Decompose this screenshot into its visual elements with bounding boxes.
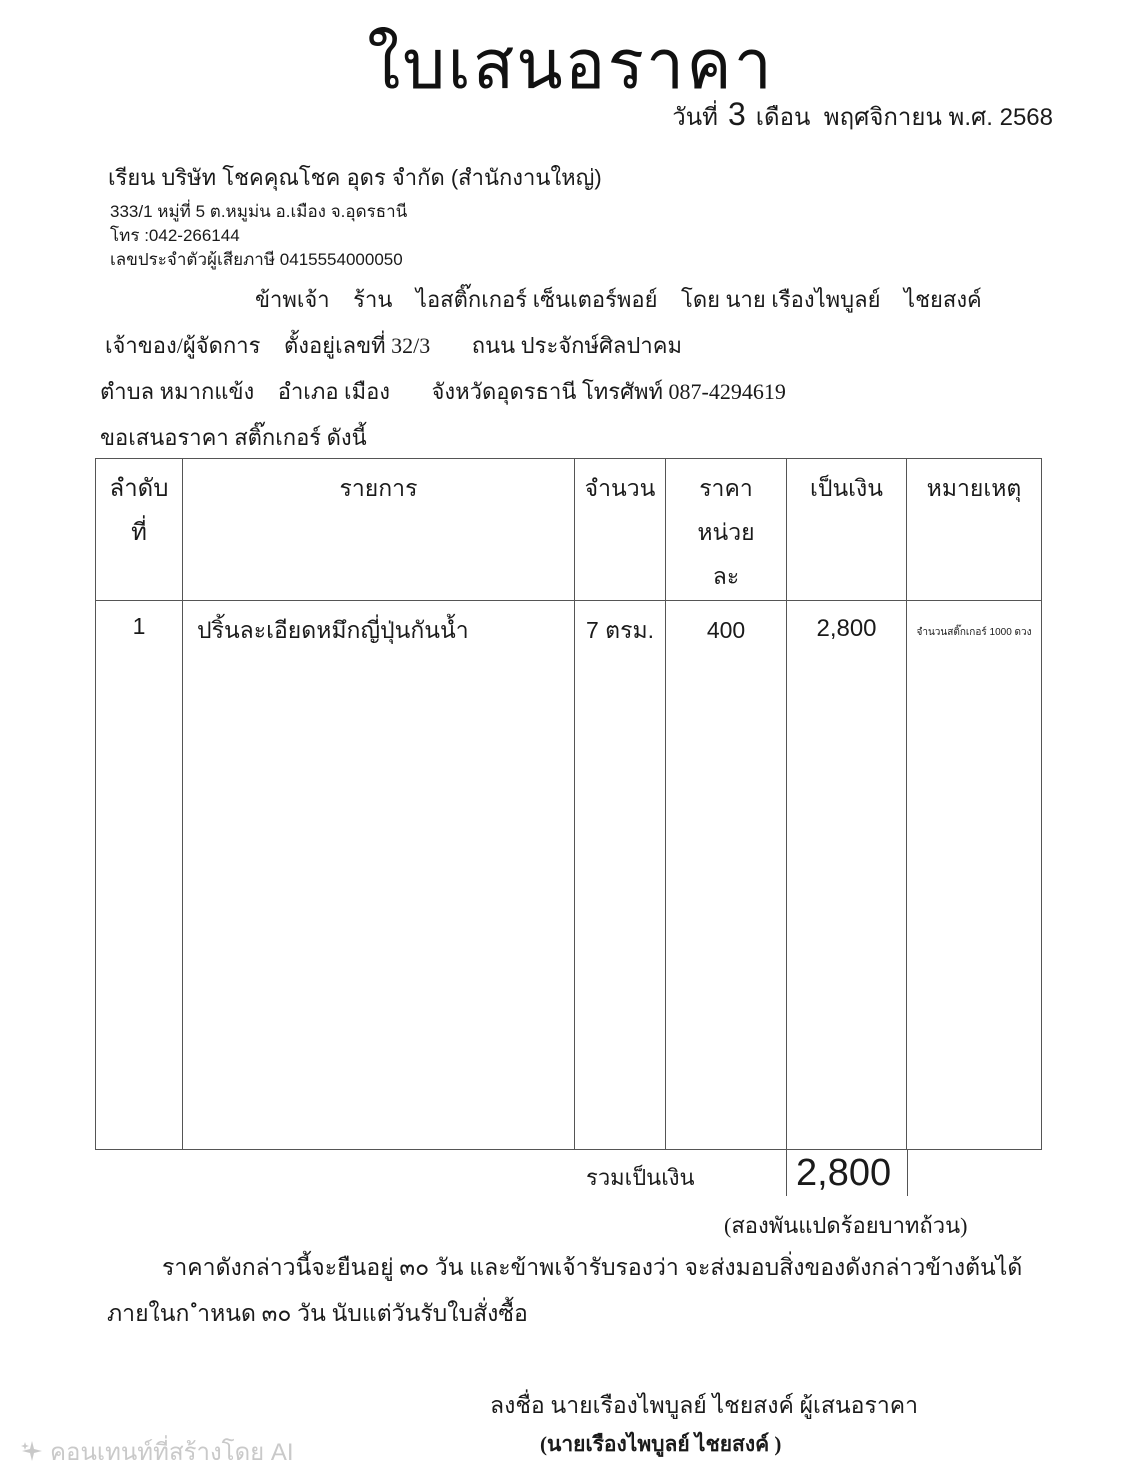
row-price: 400 <box>666 601 787 1150</box>
vendor-line-4: ขอเสนอราคา สติ๊กเกอร์ ดังนี้ <box>100 425 367 450</box>
recipient-phone: โทร :042-266144 <box>110 226 240 245</box>
signature-line: ลงชื่อ นายเรืองไพบูลย์ ไชยสงค์ ผู้เสนอราคา <box>490 1393 919 1418</box>
terms-line-1: ราคาดังกล่าวนี้จะยืนอยู่ ๓๐ วัน และข้าพเจ้ารับรองว่า จะส่งมอบสิ่งของดังกล่าวข้างต้นได้ <box>162 1255 1023 1280</box>
total-label: รวมเป็นเงิน <box>586 1165 695 1190</box>
vendor-subdistrict: หมากแข้ง <box>159 379 255 404</box>
header-note: หมายเหตุ <box>907 459 1042 601</box>
date-year-label: พ.ศ. <box>948 104 993 131</box>
vendor-intro: ข้าพเจ้า <box>255 287 330 312</box>
signature-name: (นายเรืองไพบูลย์ ไชยสงค์ ) <box>540 1432 782 1456</box>
vendor-line-2 <box>105 328 682 363</box>
sparkle-icon <box>20 1439 44 1467</box>
header-amount: เป็นเงิน <box>787 459 907 601</box>
table-row <box>96 601 1042 1150</box>
vendor-district-label: อำเภอ <box>277 379 339 404</box>
date-month: พฤศจิกายน <box>823 104 942 131</box>
header-item: รายการ <box>183 459 575 601</box>
recipient-line: เรียน บริษัท โชคคุณโชค อุดร จำกัด (สำนักงานใหญ่) <box>108 165 602 190</box>
vendor-province: จังหวัดอุดรธานี <box>431 379 577 404</box>
vendor-road: ประจักษ์ศิลปาคม <box>520 333 682 358</box>
vendor-shop-label: ร้าน <box>353 287 393 312</box>
vendor-phone: โทรศัพท์ 087-4294619 <box>581 379 786 404</box>
vendor-road-label: ถนน <box>471 333 516 358</box>
total-in-words: (สองพันแปดร้อยบาทถ้วน) <box>724 1213 968 1238</box>
vendor-owner-firstname: เรืองไพบูลย์ <box>771 287 881 312</box>
recipient-tax-id: เลขประจำตัวผู้เสียภาษี 0415554000050 <box>110 250 403 269</box>
header-price: ราคา หน่วยละ <box>666 459 787 601</box>
document-date <box>672 96 1053 136</box>
ai-notice-text: คอนเทนท์ที่สร้างโดย AI <box>50 1439 294 1466</box>
table-header-row <box>96 459 1042 601</box>
ai-content-notice <box>20 1432 294 1471</box>
vendor-subdistrict-label: ตำบล <box>100 379 155 404</box>
vendor-shop-name-2: เซ็นเตอร์พอย์ <box>532 287 658 312</box>
date-month-label: เดือน <box>755 104 811 131</box>
vendor-shop-name: ไอสติ๊กเกอร์ <box>415 287 528 312</box>
row-amount: 2,800 <box>787 601 907 1150</box>
row-note: จำนวนสติ๊กเกอร์ 1000 ดวง <box>907 601 1042 1150</box>
items-table <box>95 458 1042 1150</box>
vendor-line-3 <box>100 374 786 409</box>
row-item: ปริ้นละเอียดหมึกญี่ปุ่นกันน้ำ <box>183 601 575 1150</box>
date-day-label: วันที่ <box>672 104 718 131</box>
vendor-line-1 <box>255 282 982 317</box>
vendor-role: เจ้าของ/ผู้จัดการ <box>105 333 261 358</box>
row-qty: 7 ตรม. <box>575 601 666 1150</box>
vendor-owner-lastname: ไชยสงค์ <box>904 287 982 312</box>
row-no: 1 <box>96 601 183 1150</box>
date-day: 3 <box>728 96 746 132</box>
recipient-address: 333/1 หมู่ที่ 5 ต.หมูม่น อ.เมือง จ.อุดรธานี <box>110 202 408 221</box>
header-no: ลำดับ ที่ <box>96 459 183 601</box>
terms-line-2: ภายในก ำหนด ๓๐ วัน นับแต่วันรับใบสั่งซื้อ <box>107 1301 528 1326</box>
total-value: 2,800 <box>796 1152 892 1194</box>
date-year: 2568 <box>999 104 1053 131</box>
header-qty: จำนวน <box>575 459 666 601</box>
vendor-by-label: โดย นาย <box>681 287 766 312</box>
vendor-address-number: 32/3 <box>391 333 431 358</box>
vendor-district: เมือง <box>344 379 391 404</box>
vendor-address-label: ตั้งอยู่เลขที่ <box>283 333 386 358</box>
document-title: ใบเสนอราคา <box>367 27 774 103</box>
